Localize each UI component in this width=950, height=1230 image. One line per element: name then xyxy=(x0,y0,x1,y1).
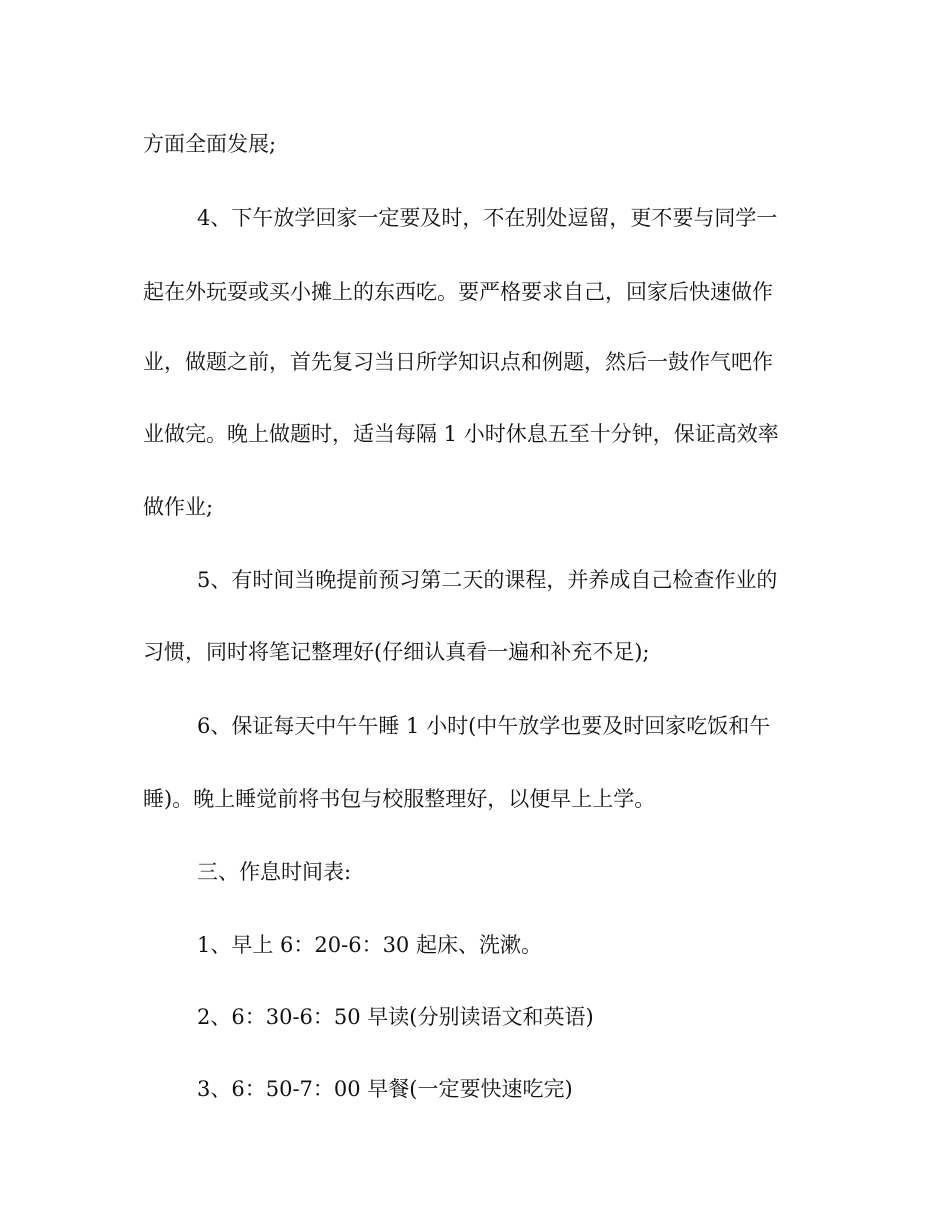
text-line-2: 4、下午放学回家一定要及时，不在别处逗留，更不要与同学一 xyxy=(197,206,778,230)
text-line-8: 习惯，同时将笔记整理好(仔细认真看一遍和补充不足); xyxy=(143,640,650,664)
schedule-item-1: 1、早上 6：20-6：30 起床、洗漱。 xyxy=(197,933,542,957)
section-heading: 三、作息时间表: xyxy=(197,860,352,884)
text-line-10: 睡)。晚上睡觉前将书包与校服整理好，以便早上上学。 xyxy=(143,787,656,811)
schedule-item-2: 2、6：30-6：50 早读(分别读语文和英语) xyxy=(197,1005,594,1029)
text-line-3: 起在外玩耍或买小摊上的东西吃。要严格要求自己，回家后快速做作 xyxy=(143,280,773,304)
schedule-item-3: 3、6：50-7：00 早餐(一定要快速吃完) xyxy=(197,1077,573,1101)
text-line-5: 业做完。晚上做题时，适当每隔 1 小时休息五至十分钟，保证高效率 xyxy=(143,422,779,446)
text-line-6: 做作业; xyxy=(143,495,214,519)
text-line-7: 5、有时间当晚提前预习第二天的课程，并养成自己检查作业的 xyxy=(197,568,778,592)
text-line-1: 方面全面发展; xyxy=(143,132,277,156)
text-line-9: 6、保证每天中午午睡 1 小时(中午放学也要及时回家吃饭和午 xyxy=(197,714,771,738)
text-line-4: 业，做题之前，首先复习当日所学知识点和例题，然后一鼓作气吧作 xyxy=(143,350,773,374)
